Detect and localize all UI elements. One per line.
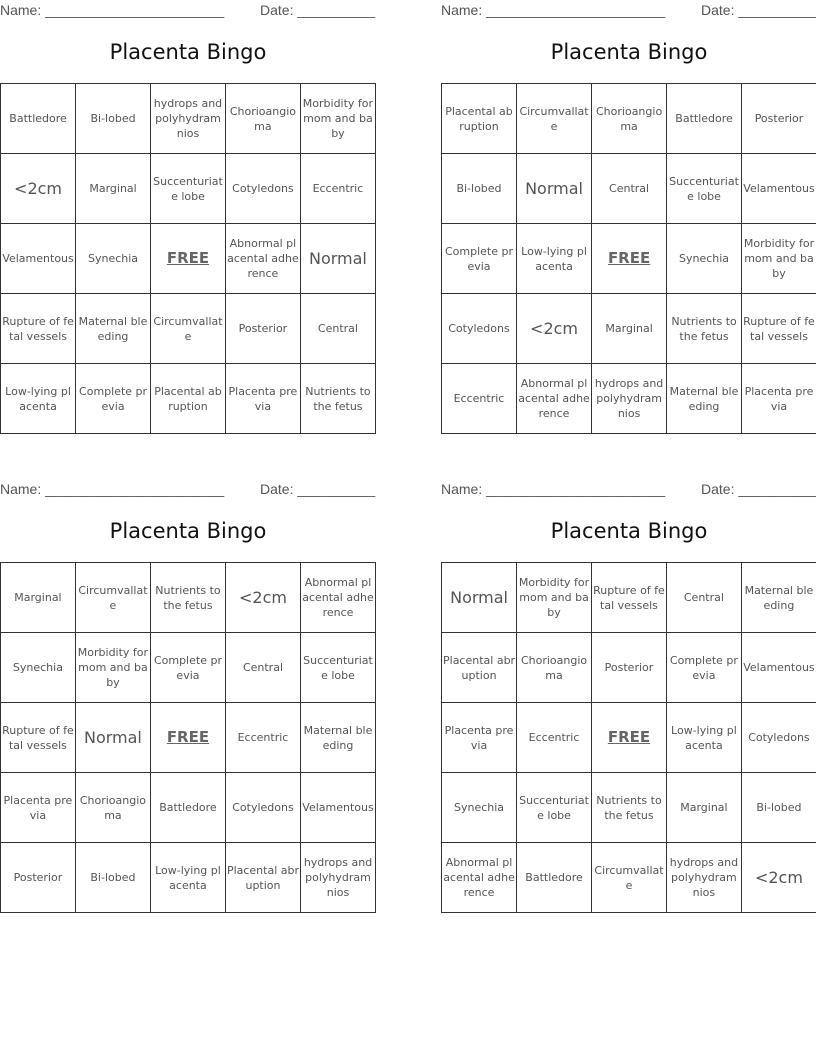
name-field-label: Name: _______________________ xyxy=(0,481,225,497)
bingo-cell: Bi-lobed xyxy=(741,773,816,843)
free-space-cell: FREE xyxy=(592,224,667,294)
bingo-cell: Chorioangioma xyxy=(517,633,592,703)
bingo-cell: <2cm xyxy=(741,843,816,913)
bingo-cell: Central xyxy=(666,563,741,633)
bingo-cell: Rupture of fetal vessels xyxy=(1,703,76,773)
bingo-cell: Cotyledons xyxy=(225,773,300,843)
bingo-cell: Central xyxy=(225,633,300,703)
bingo-cell: Low-lying placenta xyxy=(150,843,225,913)
bingo-cell: Velamentous xyxy=(301,773,376,843)
bingo-cell: Placenta previa xyxy=(1,773,76,843)
bingo-cell: Morbidity for mom and baby xyxy=(75,633,150,703)
bingo-cell: Chorioangioma xyxy=(592,84,667,154)
grid-row xyxy=(442,703,816,773)
free-space-cell: FREE xyxy=(151,224,226,294)
bingo-cell: Marginal xyxy=(666,773,741,843)
bingo-cell: hydrops and polyhydramnios xyxy=(592,364,667,434)
bingo-cell: hydrops and polyhydramnios xyxy=(151,84,226,154)
bingo-cell: Normal xyxy=(300,224,375,294)
bingo-cell: Synechia xyxy=(667,224,742,294)
bingo-grid xyxy=(0,83,376,434)
date-field-label: Date: __________ xyxy=(260,481,376,497)
bingo-cell: Marginal xyxy=(76,154,151,224)
bingo-cell: Normal xyxy=(442,563,517,633)
bingo-cell: Morbidity for mom and baby xyxy=(517,563,592,633)
bingo-cell: Central xyxy=(300,294,375,364)
bingo-cell: Synechia xyxy=(76,224,151,294)
bingo-cell: Posterior xyxy=(592,633,667,703)
grid-row xyxy=(442,224,816,294)
bingo-cell: Maternal bleeding xyxy=(667,364,742,434)
card-header xyxy=(441,0,816,22)
card-header xyxy=(0,479,376,501)
bingo-cell: Abnormal placental adherence xyxy=(516,364,591,434)
bingo-cell: Marginal xyxy=(1,563,76,633)
bingo-cell: Maternal bleeding xyxy=(76,294,151,364)
grid-row xyxy=(442,563,816,633)
card-header xyxy=(0,0,376,22)
grid-row xyxy=(442,364,816,434)
card-title: Placenta Bingo xyxy=(109,519,267,543)
bingo-cell: Complete previa xyxy=(150,633,225,703)
grid-row xyxy=(1,84,376,154)
bingo-cell: <2cm xyxy=(516,294,591,364)
bingo-cell: Cotyledons xyxy=(741,703,816,773)
bingo-cell: Circumvallate xyxy=(592,843,667,913)
name-field-label: Name: _______________________ xyxy=(441,2,666,18)
bingo-cell: <2cm xyxy=(1,154,76,224)
bingo-cell: Nutrients to the fetus xyxy=(150,563,225,633)
bingo-cell: Eccentric xyxy=(300,154,375,224)
bingo-cell: Central xyxy=(592,154,667,224)
bingo-grid xyxy=(441,562,816,913)
bingo-card-4 xyxy=(441,479,816,915)
bingo-grid xyxy=(0,562,376,913)
bingo-cell: Eccentric xyxy=(225,703,300,773)
bingo-cell: Eccentric xyxy=(517,703,592,773)
bingo-cell: Posterior xyxy=(742,84,816,154)
bingo-cell: Morbidity for mom and baby xyxy=(742,224,816,294)
grid-row xyxy=(442,843,816,913)
bingo-cell: Battledore xyxy=(667,84,742,154)
grid-row xyxy=(1,773,376,843)
name-field-label: Name: _______________________ xyxy=(0,2,225,18)
free-space-cell: FREE xyxy=(150,703,225,773)
bingo-cell: Complete previa xyxy=(442,224,517,294)
grid-row xyxy=(1,703,376,773)
free-space-cell: FREE xyxy=(592,703,667,773)
grid-row xyxy=(442,633,816,703)
bingo-cell: Placenta previa xyxy=(742,364,816,434)
bingo-cell: Synechia xyxy=(442,773,517,843)
card-header xyxy=(441,479,816,501)
bingo-cell: Complete previa xyxy=(666,633,741,703)
grid-row xyxy=(442,84,816,154)
bingo-cell: Placenta previa xyxy=(225,364,300,434)
bingo-cell: Cotyledons xyxy=(225,154,300,224)
bingo-cell: Velamentous xyxy=(1,224,76,294)
bingo-cell: Nutrients to the fetus xyxy=(300,364,375,434)
bingo-cell: Battledore xyxy=(517,843,592,913)
bingo-cell: Abnormal placental adherence xyxy=(225,224,300,294)
grid-row xyxy=(442,154,816,224)
bingo-cell: Maternal bleeding xyxy=(741,563,816,633)
bingo-cell: Circumvallate xyxy=(75,563,150,633)
bingo-cell: Morbidity for mom and baby xyxy=(300,84,375,154)
bingo-cell: Marginal xyxy=(592,294,667,364)
bingo-cell: hydrops and polyhydramnios xyxy=(666,843,741,913)
grid-row xyxy=(1,633,376,703)
grid-row xyxy=(1,364,376,434)
bingo-cell: Rupture of fetal vessels xyxy=(592,563,667,633)
bingo-cell: Chorioangioma xyxy=(225,84,300,154)
card-title: Placenta Bingo xyxy=(109,40,267,64)
bingo-cell: Rupture of fetal vessels xyxy=(742,294,816,364)
bingo-cell: Normal xyxy=(516,154,591,224)
card-title: Placenta Bingo xyxy=(550,40,708,64)
bingo-cell: Placental abruption xyxy=(151,364,226,434)
bingo-cell: Bi-lobed xyxy=(75,843,150,913)
bingo-card-1 xyxy=(0,0,376,436)
bingo-cell: Succenturiate lobe xyxy=(151,154,226,224)
bingo-cell: Bi-lobed xyxy=(76,84,151,154)
grid-row xyxy=(1,154,376,224)
date-field-label: Date: __________ xyxy=(701,2,816,18)
grid-row xyxy=(1,843,376,913)
bingo-cell: Battledore xyxy=(1,84,76,154)
date-field-label: Date: __________ xyxy=(701,481,816,497)
bingo-cell: Eccentric xyxy=(442,364,517,434)
bingo-grid xyxy=(441,83,816,434)
bingo-cell: Complete previa xyxy=(76,364,151,434)
bingo-cell: Circumvallate xyxy=(151,294,226,364)
bingo-cell: Posterior xyxy=(1,843,76,913)
bingo-cell: Chorioangioma xyxy=(75,773,150,843)
bingo-cell: Low-lying placenta xyxy=(1,364,76,434)
bingo-cell: Succenturiate lobe xyxy=(517,773,592,843)
bingo-cell: Cotyledons xyxy=(442,294,517,364)
grid-row xyxy=(1,224,376,294)
bingo-cell: Placental abruption xyxy=(442,633,517,703)
grid-row xyxy=(1,294,376,364)
bingo-cell: <2cm xyxy=(225,563,300,633)
name-field-label: Name: _______________________ xyxy=(441,481,666,497)
bingo-cell: Maternal bleeding xyxy=(301,703,376,773)
bingo-cell: hydrops and polyhydramnios xyxy=(301,843,376,913)
bingo-cell: Battledore xyxy=(150,773,225,843)
date-field-label: Date: __________ xyxy=(260,2,376,18)
bingo-cell: Low-lying placenta xyxy=(516,224,591,294)
bingo-cell: Placental abruption xyxy=(442,84,517,154)
grid-row xyxy=(1,563,376,633)
bingo-cell: Succenturiate lobe xyxy=(667,154,742,224)
bingo-cell: Posterior xyxy=(225,294,300,364)
bingo-card-3 xyxy=(0,479,376,915)
bingo-cell: Placental abruption xyxy=(225,843,300,913)
bingo-cell: Succenturiate lobe xyxy=(301,633,376,703)
bingo-cell: Abnormal placental adherence xyxy=(442,843,517,913)
bingo-card-2 xyxy=(441,0,816,436)
bingo-cell: Placenta previa xyxy=(442,703,517,773)
bingo-cell: Nutrients to the fetus xyxy=(592,773,667,843)
bingo-cell: Bi-lobed xyxy=(442,154,517,224)
bingo-cell: Rupture of fetal vessels xyxy=(1,294,76,364)
bingo-cell: Synechia xyxy=(1,633,76,703)
bingo-cell: Low-lying placenta xyxy=(666,703,741,773)
bingo-cell: Velamentous xyxy=(742,154,816,224)
bingo-cell: Circumvallate xyxy=(516,84,591,154)
bingo-cell: Abnormal placental adherence xyxy=(301,563,376,633)
bingo-cell: Nutrients to the fetus xyxy=(667,294,742,364)
card-title: Placenta Bingo xyxy=(550,519,708,543)
bingo-cell: Velamentous xyxy=(741,633,816,703)
bingo-cell: Normal xyxy=(75,703,150,773)
grid-row xyxy=(442,773,816,843)
grid-row xyxy=(442,294,816,364)
